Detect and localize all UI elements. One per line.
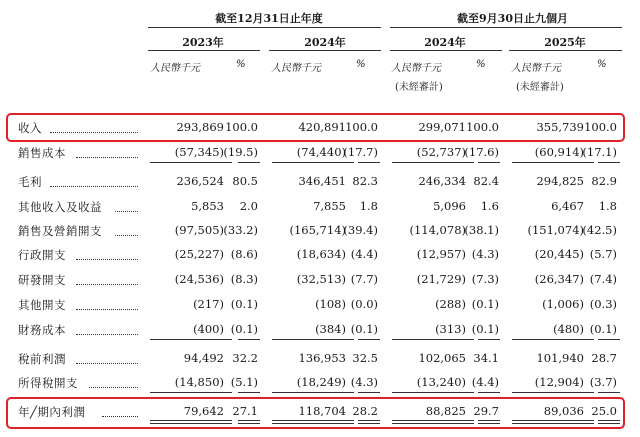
dotted-leader xyxy=(115,235,138,236)
percent-cell: (4.4) xyxy=(350,247,378,261)
row-label: 所得稅開支 xyxy=(18,376,78,390)
amount-cell: (32,513) xyxy=(296,272,346,286)
amount-cell: (151,074) xyxy=(527,223,584,237)
amount-cell: (165,714) xyxy=(289,223,346,237)
subtotal-rule xyxy=(272,392,354,393)
percent-cell: 100.0 xyxy=(466,120,499,134)
percent-cell: 82.9 xyxy=(591,174,617,188)
unaudited-label-2025: (未經審計) xyxy=(516,82,564,93)
percent-cell: (0.1) xyxy=(471,297,499,311)
amount-cell: (25,227) xyxy=(174,247,224,261)
amount-cell: 420,891 xyxy=(298,120,346,134)
amount-cell: 246,334 xyxy=(418,174,466,188)
subtotal-rule xyxy=(272,162,354,163)
unaudited-label-2024: (未經審計) xyxy=(395,82,443,93)
percent-cell: (0.3) xyxy=(589,297,617,311)
dotted-leader xyxy=(76,334,138,335)
unit-label-2023: 人民幣千元 xyxy=(150,63,200,74)
subtotal-rule xyxy=(150,162,232,163)
amount-cell: 293,869 xyxy=(176,120,224,134)
year-2023: 2023年 xyxy=(182,36,224,49)
percent-cell: (0.1) xyxy=(230,297,258,311)
amount-cell: 118,704 xyxy=(298,404,346,418)
year-2025: 2025年 xyxy=(544,36,586,49)
percent-cell: (7.7) xyxy=(350,272,378,286)
percent-cell: 1.6 xyxy=(480,199,499,213)
percent-cell: (33.2) xyxy=(223,223,258,237)
percent-cell: 32.5 xyxy=(352,351,378,365)
percent-cell: (19.5) xyxy=(223,145,258,159)
subtotal-rule xyxy=(358,392,380,393)
pct-label-2024-nine: % xyxy=(476,59,486,70)
subtotal-rule xyxy=(478,339,500,340)
row-label: 其他開支 xyxy=(18,298,66,312)
subtotal-rule xyxy=(512,339,594,340)
amount-cell: (21,729) xyxy=(416,272,466,286)
unit-label-2025: 人民幣千元 xyxy=(511,63,561,74)
amount-cell: 88,825 xyxy=(425,404,466,418)
row-label: 其他收入及收益 xyxy=(18,200,102,214)
percent-cell: 1.8 xyxy=(598,199,617,213)
subtotal-rule xyxy=(150,339,232,340)
subtotal-rule xyxy=(358,339,380,340)
amount-cell: (57,345) xyxy=(174,145,224,159)
amount-cell: (313) xyxy=(435,322,466,336)
subtotal-rule xyxy=(598,162,620,163)
subtotal-rule xyxy=(238,392,260,393)
pct-label-2024: % xyxy=(356,59,366,70)
amount-cell: (97,505) xyxy=(174,223,224,237)
percent-cell: 100.0 xyxy=(584,120,617,134)
year-2024-nine: 2024年 xyxy=(424,36,466,49)
row-label: 收入 xyxy=(18,121,42,135)
amount-cell: 346,451 xyxy=(298,174,346,188)
dotted-leader xyxy=(76,157,138,158)
amount-cell: 136,953 xyxy=(298,351,346,365)
percent-cell: (39.4) xyxy=(343,223,378,237)
percent-cell: 100.0 xyxy=(345,120,378,134)
percent-cell: 28.2 xyxy=(352,404,378,418)
amount-cell: (60,914) xyxy=(534,145,584,159)
amount-cell: (288) xyxy=(435,297,466,311)
percent-cell: (3.7) xyxy=(589,375,617,389)
amount-cell: 236,524 xyxy=(176,174,224,188)
dotted-leader xyxy=(89,387,138,388)
amount-cell: (52,737) xyxy=(416,145,466,159)
percent-cell: (8.6) xyxy=(230,247,258,261)
year-rule-2024-nine xyxy=(390,50,502,51)
dotted-leader xyxy=(115,211,138,212)
header-full-year: 截至12月31日止年度 xyxy=(215,12,323,25)
subtotal-rule xyxy=(358,162,380,163)
dotted-leader xyxy=(76,363,138,364)
amount-cell: 102,065 xyxy=(418,351,466,365)
row-label: 行政開支 xyxy=(18,248,66,262)
header-rule-nine-months xyxy=(390,27,622,28)
percent-cell: 82.3 xyxy=(352,174,378,188)
percent-cell: (4.4) xyxy=(471,375,499,389)
amount-cell: 94,492 xyxy=(183,351,224,365)
year-rule-2025 xyxy=(509,50,622,51)
percent-cell: (5.7) xyxy=(589,247,617,261)
percent-cell: 2.0 xyxy=(239,199,258,213)
amount-cell: (20,445) xyxy=(534,247,584,261)
unit-label-2024: 人民幣千元 xyxy=(271,63,321,74)
amount-cell: (480) xyxy=(553,322,584,336)
amount-cell: 299,071 xyxy=(418,120,466,134)
highlight-box-revenue xyxy=(6,113,625,142)
percent-cell: (38.1) xyxy=(464,223,499,237)
amount-cell: (18,634) xyxy=(296,247,346,261)
subtotal-rule xyxy=(238,162,260,163)
row-label: 毛利 xyxy=(18,175,42,189)
subtotal-rule xyxy=(238,339,260,340)
percent-cell: (0.1) xyxy=(471,322,499,336)
percent-cell: (4.3) xyxy=(350,375,378,389)
amount-cell: 6,467 xyxy=(551,199,584,213)
subtotal-rule xyxy=(392,162,474,163)
subtotal-rule xyxy=(478,392,500,393)
row-label: 銷售成本 xyxy=(18,146,66,160)
subtotal-rule xyxy=(512,392,594,393)
subtotal-rule xyxy=(598,392,620,393)
percent-cell: 25.0 xyxy=(591,404,617,418)
amount-cell: (14,850) xyxy=(174,375,224,389)
amount-cell: (74,440) xyxy=(296,145,346,159)
amount-cell: 294,825 xyxy=(536,174,584,188)
amount-cell: (384) xyxy=(315,322,346,336)
amount-cell: 5,853 xyxy=(191,199,224,213)
row-label: 稅前利潤 xyxy=(18,352,66,366)
amount-cell: (26,347) xyxy=(534,272,584,286)
percent-cell: (17.7) xyxy=(343,145,378,159)
row-label: 財務成本 xyxy=(18,323,66,337)
amount-cell: (1,006) xyxy=(542,297,584,311)
unit-label-2024-nine: 人民幣千元 xyxy=(391,63,441,74)
subtotal-rule xyxy=(392,392,474,393)
percent-cell: (8.3) xyxy=(230,272,258,286)
amount-cell: (24,536) xyxy=(174,272,224,286)
percent-cell: (17.6) xyxy=(464,145,499,159)
row-label: 銷售及營銷開支 xyxy=(18,224,102,238)
dotted-leader xyxy=(50,186,138,187)
subtotal-rule xyxy=(598,339,620,340)
percent-cell: 29.7 xyxy=(473,404,499,418)
amount-cell: (18,249) xyxy=(296,375,346,389)
amount-cell: (217) xyxy=(193,297,224,311)
subtotal-rule xyxy=(478,162,500,163)
pct-label-2025: % xyxy=(597,59,607,70)
header-rule-full-year xyxy=(148,27,381,28)
pct-label-2023: % xyxy=(236,59,246,70)
subtotal-rule xyxy=(512,162,594,163)
percent-cell: (4.3) xyxy=(471,247,499,261)
amount-cell: 89,036 xyxy=(543,404,584,418)
percent-cell: 82.4 xyxy=(473,174,499,188)
amount-cell: (114,078) xyxy=(409,223,466,237)
percent-cell: (42.5) xyxy=(582,223,617,237)
percent-cell: (7.3) xyxy=(471,272,499,286)
year-rule-2024-full xyxy=(269,50,381,51)
dotted-leader xyxy=(76,309,138,310)
percent-cell: (0.1) xyxy=(230,322,258,336)
amount-cell: 79,642 xyxy=(183,404,224,418)
subtotal-rule xyxy=(392,339,474,340)
year-rule-2023 xyxy=(148,50,260,51)
subtotal-rule xyxy=(272,339,354,340)
dotted-leader xyxy=(76,284,138,285)
year-2024-full: 2024年 xyxy=(304,36,346,49)
percent-cell: 34.1 xyxy=(473,351,499,365)
amount-cell: 5,096 xyxy=(433,199,466,213)
amount-cell: 7,855 xyxy=(313,199,346,213)
percent-cell: (7.4) xyxy=(589,272,617,286)
row-label: 年╱期內利潤 xyxy=(18,405,86,419)
highlight-box-profit xyxy=(6,397,625,429)
amount-cell: (12,957) xyxy=(416,247,466,261)
amount-cell: (12,904) xyxy=(534,375,584,389)
percent-cell: 100.0 xyxy=(225,120,258,134)
amount-cell: 355,739 xyxy=(536,120,584,134)
amount-cell: (108) xyxy=(315,297,346,311)
amount-cell: (13,240) xyxy=(416,375,466,389)
dotted-leader xyxy=(76,259,138,260)
percent-cell: 27.1 xyxy=(232,404,258,418)
percent-cell: 1.8 xyxy=(359,199,378,213)
row-label: 研發開支 xyxy=(18,273,66,287)
percent-cell: 28.7 xyxy=(591,351,617,365)
percent-cell: (17.1) xyxy=(582,145,617,159)
percent-cell: 80.5 xyxy=(232,174,258,188)
percent-cell: (0.1) xyxy=(350,322,378,336)
amount-cell: (400) xyxy=(193,322,224,336)
subtotal-rule xyxy=(150,392,232,393)
header-nine-months: 截至9月30日止九個月 xyxy=(457,12,568,25)
percent-cell: (5.1) xyxy=(230,375,258,389)
percent-cell: (0.1) xyxy=(589,322,617,336)
amount-cell: 101,940 xyxy=(536,351,584,365)
percent-cell: (0.0) xyxy=(350,297,378,311)
percent-cell: 32.2 xyxy=(232,351,258,365)
